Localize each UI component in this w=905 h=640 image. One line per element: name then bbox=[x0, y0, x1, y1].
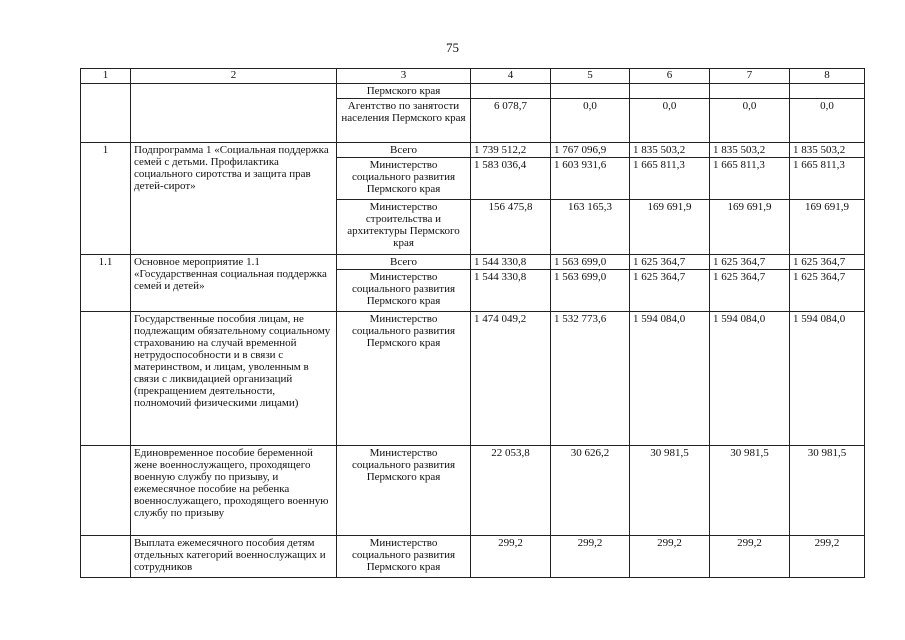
value-cell: 1 835 503,2 bbox=[630, 143, 710, 158]
executor-cell: Пермского края bbox=[337, 84, 471, 99]
value-cell: 1 625 364,7 bbox=[790, 270, 865, 312]
value-cell: 30 981,5 bbox=[630, 446, 710, 536]
value-cell: 1 767 096,9 bbox=[551, 143, 630, 158]
header-cell: 7 bbox=[710, 69, 790, 84]
executor-cell: Министерство социального развития Пермского края bbox=[337, 158, 471, 200]
value-cell: 6 078,7 bbox=[471, 99, 551, 143]
row-name: Подпрограмма 1 «Социальная поддержка семей с детьми. Профилактика социального сиротства и защита прав детей-сирот» bbox=[131, 143, 337, 255]
row-name: Выплата ежемесячного пособия детям отдельных категорий военнослужащих и сотрудников bbox=[131, 536, 337, 578]
value-cell: 1 665 811,3 bbox=[630, 158, 710, 200]
value-cell: 1 625 364,7 bbox=[790, 255, 865, 270]
row-number bbox=[81, 312, 131, 446]
value-cell: 1 563 699,0 bbox=[551, 255, 630, 270]
value-cell: 0,0 bbox=[551, 99, 630, 143]
executor-cell: Министерство социального развития Пермского края bbox=[337, 536, 471, 578]
value-cell: 1 665 811,3 bbox=[710, 158, 790, 200]
value-cell bbox=[710, 84, 790, 99]
header-cell: 5 bbox=[551, 69, 630, 84]
row-number: 1 bbox=[81, 143, 131, 255]
executor-cell: Министерство социального развития Пермского края bbox=[337, 446, 471, 536]
value-cell: 30 626,2 bbox=[551, 446, 630, 536]
value-cell: 1 594 084,0 bbox=[710, 312, 790, 446]
value-cell: 1 594 084,0 bbox=[630, 312, 710, 446]
table-row bbox=[81, 255, 865, 270]
value-cell: 299,2 bbox=[630, 536, 710, 578]
value-cell bbox=[630, 84, 710, 99]
value-cell: 1 474 049,2 bbox=[471, 312, 551, 446]
value-cell: 299,2 bbox=[790, 536, 865, 578]
value-cell: 1 625 364,7 bbox=[630, 270, 710, 312]
executor-cell: Министерство строительства и архитектуры Пермского края bbox=[337, 200, 471, 255]
row-name bbox=[131, 84, 337, 143]
header-cell: 6 bbox=[630, 69, 710, 84]
value-cell: 1 625 364,7 bbox=[710, 255, 790, 270]
value-cell: 156 475,8 bbox=[471, 200, 551, 255]
executor-cell: Министерство социального развития Пермского края bbox=[337, 270, 471, 312]
value-cell: 169 691,9 bbox=[630, 200, 710, 255]
executor-cell: Всего bbox=[337, 255, 471, 270]
executor-cell: Всего bbox=[337, 143, 471, 158]
value-cell: 1 625 364,7 bbox=[630, 255, 710, 270]
value-cell: 30 981,5 bbox=[710, 446, 790, 536]
value-cell: 1 665 811,3 bbox=[790, 158, 865, 200]
value-cell: 163 165,3 bbox=[551, 200, 630, 255]
value-cell bbox=[790, 84, 865, 99]
value-cell: 169 691,9 bbox=[710, 200, 790, 255]
value-cell bbox=[471, 84, 551, 99]
value-cell: 22 053,8 bbox=[471, 446, 551, 536]
table-row bbox=[81, 312, 865, 446]
value-cell: 1 739 512,2 bbox=[471, 143, 551, 158]
table-row bbox=[81, 143, 865, 158]
value-cell: 1 544 330,8 bbox=[471, 270, 551, 312]
executor-cell: Агентство по занятости населения Пермского края bbox=[337, 99, 471, 143]
value-cell: 299,2 bbox=[710, 536, 790, 578]
value-cell: 1 835 503,2 bbox=[710, 143, 790, 158]
value-cell: 1 563 699,0 bbox=[551, 270, 630, 312]
header-cell: 8 bbox=[790, 69, 865, 84]
page-number: 75 bbox=[446, 40, 459, 55]
value-cell: 1 594 084,0 bbox=[790, 312, 865, 446]
row-name: Единовременное пособие беременной жене военнослужащего, проходящего военную службу по призыву, и ежемесячное пособие на ребенка военнослужащего, проходящего военную службу по призыву bbox=[131, 446, 337, 536]
value-cell: 0,0 bbox=[710, 99, 790, 143]
header-cell: 3 bbox=[337, 69, 471, 84]
value-cell: 0,0 bbox=[790, 99, 865, 143]
value-cell: 1 835 503,2 bbox=[790, 143, 865, 158]
header-cell: 1 bbox=[81, 69, 131, 84]
value-cell: 169 691,9 bbox=[790, 200, 865, 255]
executor-cell: Министерство социального развития Пермского края bbox=[337, 312, 471, 446]
value-cell: 1 544 330,8 bbox=[471, 255, 551, 270]
table-row bbox=[81, 536, 865, 578]
row-number bbox=[81, 446, 131, 536]
row-number bbox=[81, 536, 131, 578]
value-cell: 299,2 bbox=[551, 536, 630, 578]
value-cell: 1 625 364,7 bbox=[710, 270, 790, 312]
value-cell: 299,2 bbox=[471, 536, 551, 578]
row-name: Основное мероприятие 1.1 «Государственная социальная поддержка семей и детей» bbox=[131, 255, 337, 312]
value-cell: 30 981,5 bbox=[790, 446, 865, 536]
row-number bbox=[81, 84, 131, 143]
value-cell: 1 532 773,6 bbox=[551, 312, 630, 446]
row-number: 1.1 bbox=[81, 255, 131, 312]
value-cell: 0,0 bbox=[630, 99, 710, 143]
header-cell: 2 bbox=[131, 69, 337, 84]
row-name: Государственные пособия лицам, не подлежащим обязательному социальному страхованию на случай временной нетрудоспособности и в связи с материнством, и лицам, уволенным в связи с ликвидацией организаций (прекращением деятельности, полномочий физическими лицами) bbox=[131, 312, 337, 446]
header-row bbox=[81, 69, 865, 84]
table-row bbox=[81, 446, 865, 536]
value-cell bbox=[551, 84, 630, 99]
header-cell: 4 bbox=[471, 69, 551, 84]
table-row bbox=[81, 84, 865, 99]
budget-table bbox=[80, 68, 865, 578]
value-cell: 1 583 036,4 bbox=[471, 158, 551, 200]
value-cell: 1 603 931,6 bbox=[551, 158, 630, 200]
